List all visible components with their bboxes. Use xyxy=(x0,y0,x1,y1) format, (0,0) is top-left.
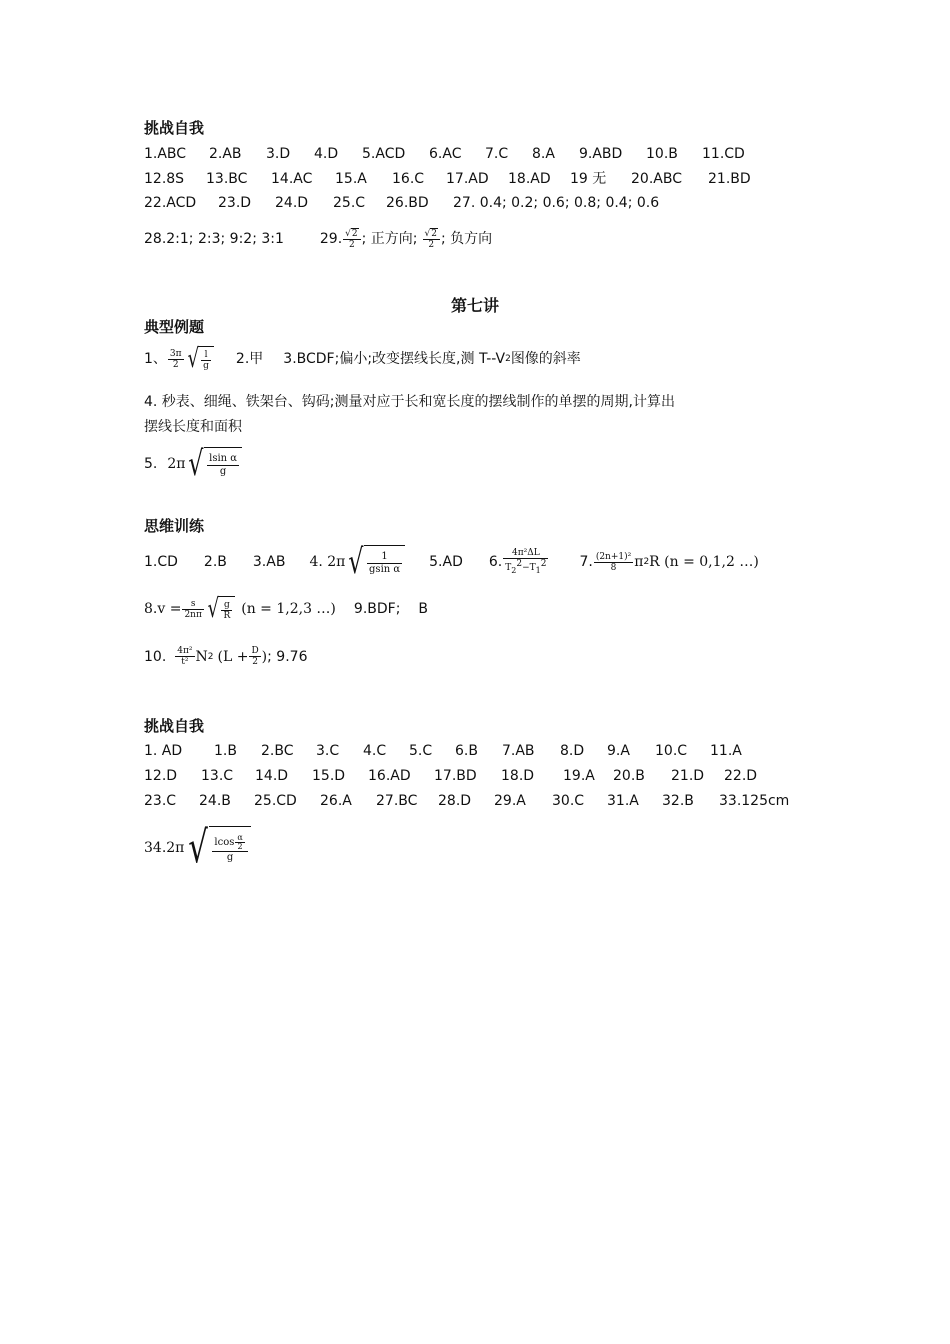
answer-item: 12.D xyxy=(144,768,178,784)
answer-item: 19 无 xyxy=(570,171,607,187)
answer-item: 28.2:1; 2:3; 9:2; 3:1 xyxy=(144,231,284,247)
superscript: 2 xyxy=(643,557,650,567)
answer-item: 24.B xyxy=(199,793,231,809)
answer-item: 10. xyxy=(144,648,167,665)
answer-item: 3.D xyxy=(266,146,291,162)
math-term: N xyxy=(195,648,208,665)
answer-item: 5.AD xyxy=(429,554,463,570)
answer-text: 4. 秒表、细绳、铁架台、钩码;测量对应于长和宽长度的摆线制作的单摆的周期,计算出 xyxy=(144,394,675,410)
answer-item: 10.C xyxy=(655,743,688,759)
answer-item: 16.AD xyxy=(368,768,411,784)
fraction: $\frac{\text{(2n+1)²}}{8}$ xyxy=(595,551,632,573)
answer-item: 23.C xyxy=(144,793,177,809)
answer-item: 5.C xyxy=(409,743,433,759)
answer-item: 18.AD xyxy=(508,171,551,187)
answer-item: 34.2π xyxy=(144,840,185,856)
answer-row xyxy=(144,228,492,250)
answer-item: 8.v = xyxy=(144,601,182,617)
answer-item: 7. xyxy=(579,554,593,570)
answer-item: 8.D xyxy=(560,743,585,759)
answer-item: 32.B xyxy=(662,793,694,809)
answer-row xyxy=(144,444,242,484)
section-heading-thinking: 思维训练 xyxy=(144,517,205,535)
answer-item: 9.ABD xyxy=(579,146,623,162)
fraction: $\frac{s}{2n\pi}$ xyxy=(184,598,202,620)
answer-item: ; 9.76 xyxy=(267,648,308,665)
section-heading-examples: 典型例题 xyxy=(144,318,205,336)
answer-item: 17.BD xyxy=(434,768,477,784)
answer-item: 6. xyxy=(488,554,503,570)
math-term: (n = 1,2,3 …) xyxy=(241,601,336,617)
fraction: $\frac{\text{4π²}}{\text{t²}}$ xyxy=(177,646,193,667)
lecture-title: 第七讲 xyxy=(450,296,499,315)
answer-item: 1.B xyxy=(214,743,237,759)
answer-item: 1.CD xyxy=(144,554,178,570)
answer-item: 31.A xyxy=(607,793,639,809)
answer-item: 9.A xyxy=(607,743,630,759)
answer-item: 17.AD xyxy=(446,171,489,187)
answer-item: 4.C xyxy=(363,743,387,759)
answer-item: 9.BDF; xyxy=(353,601,401,617)
answer-item: 20.B xyxy=(613,768,645,784)
answer-item: 7.C xyxy=(485,146,509,162)
sqrt-expression: √ lcos $\frac{\alpha}{2}$ g xyxy=(184,826,250,870)
answer-item: 10.B xyxy=(646,146,678,162)
answer-item: 26.A xyxy=(320,793,352,809)
answer-item: 1、 xyxy=(144,351,167,367)
sqrt-expression: √ $\frac{1}{\text{gsin α}}$ xyxy=(345,545,405,579)
answer-item: 4. 2π xyxy=(309,554,346,570)
answer-item: 2.甲 xyxy=(235,351,264,367)
fraction: √ 2 2 xyxy=(343,228,360,250)
section-heading-challenge-1: 挑战自我 xyxy=(144,119,205,137)
math-term: R (n = 0,1,2 …) xyxy=(649,554,759,570)
answer-item: 14.AC xyxy=(271,171,313,187)
answer-item: 1. AD xyxy=(144,743,183,759)
answer-item: ; 负方向 xyxy=(441,231,493,247)
section-heading-challenge-2: 挑战自我 xyxy=(144,717,205,735)
answer-item: 22.D xyxy=(724,768,758,784)
fraction: $\frac{3\pi}{2}$ xyxy=(169,348,182,370)
answer-item: 16.C xyxy=(392,171,425,187)
answer-row xyxy=(144,542,759,582)
answer-row xyxy=(144,596,428,622)
answer-item: 7.AB xyxy=(502,743,535,759)
answer-item: ; 正方向; xyxy=(361,231,418,247)
math-term: π xyxy=(634,554,644,570)
answer-item: 21.D xyxy=(671,768,705,784)
answer-item: 14.D xyxy=(255,768,289,784)
answer-item: 5.ACD xyxy=(362,146,406,162)
answer-item: 22.ACD xyxy=(144,195,197,211)
answer-item: 6.AC xyxy=(429,146,462,162)
answer-item: 26.BD xyxy=(386,195,429,211)
answer-item: 图像的斜率 xyxy=(510,351,581,367)
answer-item: 30.C xyxy=(552,793,585,809)
answer-item: 29. xyxy=(319,231,343,247)
answer-item: 11.CD xyxy=(702,146,745,162)
answer-item: 2.B xyxy=(203,554,227,570)
answer-item: 20.ABC xyxy=(631,171,682,187)
answer-item: 23.D xyxy=(218,195,252,211)
fraction: $\frac{D}{2}$ xyxy=(251,646,259,667)
answer-item: 15.D xyxy=(312,768,346,784)
answer-item: 13.C xyxy=(201,768,234,784)
answer-item: 24.D xyxy=(275,195,309,211)
answer-item: 11.A xyxy=(710,743,742,759)
sqrt-expression: √ $\frac{l}{g}$ xyxy=(185,346,214,372)
answer-row xyxy=(144,346,581,372)
superscript: 2 xyxy=(207,651,214,662)
math-term: ) xyxy=(261,648,268,665)
answer-item: 6.B xyxy=(455,743,478,759)
answer-item: 27.BC xyxy=(376,793,418,809)
answer-item: 5. xyxy=(144,456,158,472)
math-term: (L + xyxy=(217,648,249,665)
answer-item: 27. 0.4; 0.2; 0.6; 0.8; 0.4; 0.6 xyxy=(453,195,660,211)
answer-item: 29.A xyxy=(494,793,526,809)
math-term: 2π xyxy=(167,456,186,472)
sqrt-expression: √ $\frac{g}{R}$ xyxy=(205,596,235,622)
answer-item: 25.CD xyxy=(254,793,297,809)
fraction: $\frac{\text{4π²ΔL}}{T_2^2-T_1^2}$ xyxy=(505,548,547,575)
answer-item: 19.A xyxy=(563,768,595,784)
answer-item: 15.A xyxy=(335,171,367,187)
answer-item: 25.C xyxy=(333,195,366,211)
answer-item: 8.A xyxy=(532,146,555,162)
answer-item: 33.125cm xyxy=(719,793,790,809)
answer-item: 4.D xyxy=(314,146,339,162)
answer-item: 21.BD xyxy=(708,171,751,187)
answer-row xyxy=(144,646,307,667)
answer-item: 12.8S xyxy=(144,171,185,187)
answer-item: 28.D xyxy=(438,793,472,809)
answer-text: 摆线长度和面积 xyxy=(144,419,242,435)
superscript: 2 xyxy=(505,354,511,364)
sqrt-expression: √ $\frac{\text{lsin α}}{g}$ xyxy=(185,447,242,481)
answer-item: 18.D xyxy=(501,768,535,784)
answer-item: 13.BC xyxy=(206,171,248,187)
answer-item: B xyxy=(418,601,429,617)
answer-item: 3.AB xyxy=(252,554,286,570)
answer-item: 2.BC xyxy=(261,743,294,759)
fraction: √ 2 2 xyxy=(423,228,440,250)
answer-row xyxy=(144,822,251,873)
answer-item: 3.BCDF;偏小;改变摆线长度,测 T--V xyxy=(283,351,506,367)
answer-item: 2.AB xyxy=(209,146,242,162)
answer-item: 1.ABC xyxy=(144,146,187,162)
answer-item: 3.C xyxy=(316,743,340,759)
